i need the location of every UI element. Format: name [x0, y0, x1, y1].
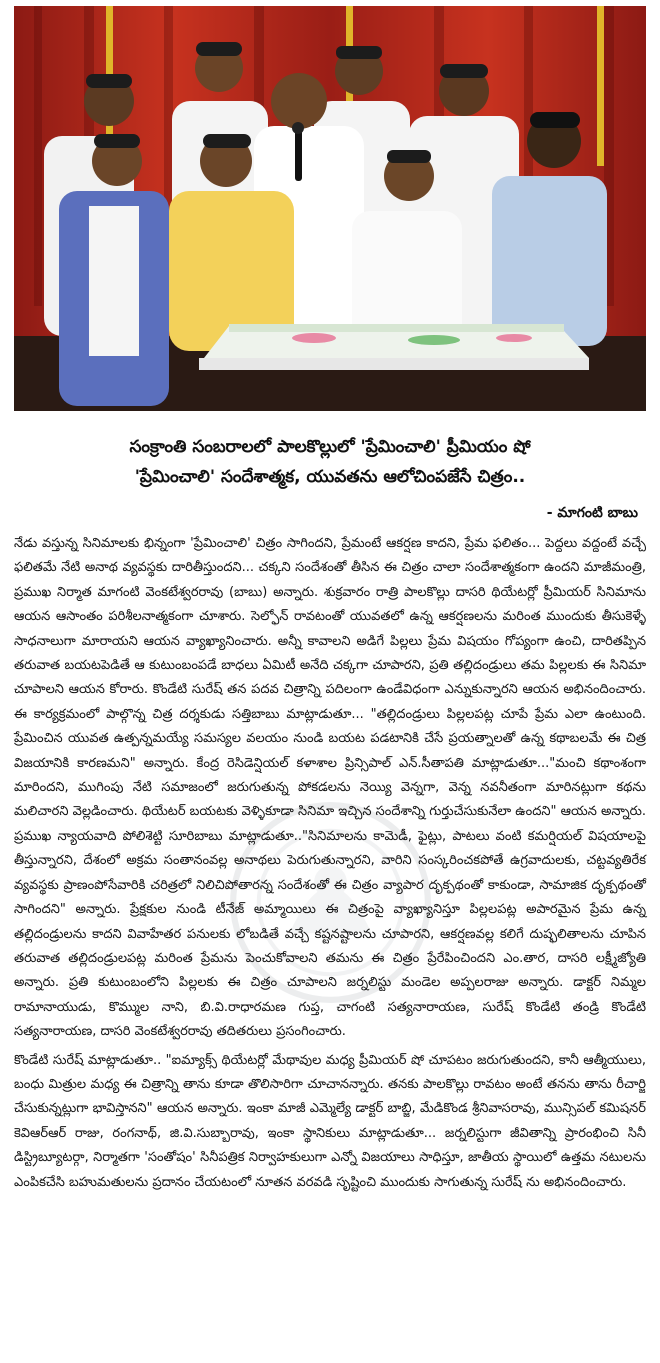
event-photo — [14, 6, 646, 411]
article-paragraph-1: నేడు వస్తున్న సినిమాలకు భిన్నంగా 'ప్రేమించాలి' చిత్రం సాగిందని, ప్రేమంటే ఆకర్షణ కాదని, ప్రేమ ఫలితం... పెద్దలు వద్దంటే వచ్చే ఫలితమే నేటి అనాథ వ్యవస్థకు దారితీస్తుందని... చక్కని సందేశంతో తీసిన ఈ చిత్రం చాలా సందేశాత్మకంగా ఉందని మాజీమంత్రి, ప్రముఖ నిర్మాత మాగంటి వెంకటేశ్వరరావు (బాబు) అన్నారు. శుక్రవారం రాత్రి పాలకొల్లు దాసరి థియేటర్లో ప్రీమియర్ సినిమాను ఆయన ఆసాంతం పరిశీలనాత్మకంగా చూశారు. సెల్ఫోన్ రావటంతో యువతలో ఉన్న ఆకర్షణలను మరింత ముందుకు తీసుకెళ్ళే సాధనాలుగా మారాయని ఆయన వ్యాఖ్యానించారు. అన్నీ కావాలని అడిగే పిల్లలు ప్రేమ విషయం గోప్యంగా ఉంచి, దారితప్పిన తరువాత బయటపెడితే ఆ కుటుంబంపడే బాధలు ఏమిటీ అనేది చక్కగా చూపారని, ప్రతి తల్లిదండ్రులు తమ పిల్లలకు ఈ సినిమా చూపాలని ఆయన కోరారు. కొండేటి సురేష్ తన పదవ చిత్రాన్ని పదిలంగా ఉండేవిధంగా ఎన్నుకున్నారని ఆయన అభినందించారు. ఈ కార్యక్రమంలో పాల్గొన్న చిత్ర దర్శకుడు సత్తిబాబు మాట్లాడుతూ... "తల్లిదండ్రులు పిల్లలపట్ల చూపే ప్రేమ ఎలా ఉంటుంది. ప్రేమించిన యువత ఉత్పన్నమయ్యే సమస్యల వలయం నుండి బయట పడటానికి చేసే ప్రయత్నాలతో ఉన్న కథాబలమే ఈ చిత్ర విజయానికి కారణమని" అన్నారు. కేంద్ర రెసిడెన్షియల్ కళాశాల ప్రిన్సిపాల్ ఎన్.సీతాపతి మాట్లాడుతూ..."మంచి కథాంశంగా మారిందని, ముగింపు నేటి సమాజంలో జరుగుతున్న పోకడలను నెయ్యి వెన్నగా, వెన్న నవనీతంగా మారినట్లుగా కథను మలిచారని వెల్లడించారు. థియేటర్ బయటకు వెళ్ళికూడా సినిమా ఇచ్చిన సందేశాన్ని గుర్తుచేసుకునేలా ఉందని" ఆయన అన్నారు. ప్రముఖ న్యాయవాది పోలిశెట్టి సూరిబాబు మాట్లాడుతూ.."సినిమాలను కామెడీ, ఫైట్లు, పాటలు వంటి కమర్షియల్ విషయాలపై తీస్తున్నారని, దేశంలో అక్రమ సంతానంవల్ల అనాథలు పెరుగుతున్నారని, వారిని సంస్కరించకపోతే ఉగ్రవాదులకు, చట్టవ్యతిరేక వ్యవస్థకు ప్రాణంపోసేవారికి చరిత్రలో నిలిచిపోతారన్న సందేశంతో ఈ చిత్రం వ్యాపార దృక్పథంతో కాకుండా, సామాజిక దృక్పథంతో సాగిందని" అన్నారు. ప్రేక్షకుల నుండి టీనేజ్ అమ్మాయిలు ఈ చిత్రంపై వ్యాఖ్యానిస్తూ పిల్లలపట్ల అపారమైన ప్రేమ ఉన్న తల్లిదండ్రులను కాదని వివాహేతర పనులకు లోబడితే వచ్చే కష్టనష్టాలను చూపారని, ఆకర్షణవల్ల కలిగే దుష్ఫలితాలను చూపిన తరువాత తల్లిదండ్రులపట్ల మరింత ప్రేమను పెంచుకోవాలని తమను ఈ చిత్రం ప్రేరేపించిందని ఎం.తార, దాసరి లక్ష్మీజ్యోతి అన్నారు. ప్రతి కుటుంబంలోని పిల్లలకు ఈ చిత్రం చూపాలని జర్నలిస్టు మండెల అప్పలరాజు అన్నారు. డాక్టర్ నిమ్మల రామానాయుడు, కొమ్ముల నాని, బి.వి.రాధారమణ గుప్త, చాగంటి సత్యనారాయణ, సురేష్ కొండేటి తండ్రి కొండేటి సత్యనారాయణ, దాసరి వెంకటేశ్వరరావు తదితరులు ప్రసంగించారు. — [14, 536, 646, 1040]
headline — [0, 432, 660, 492]
article-body — [14, 532, 646, 1199]
event-photo-illustration — [14, 6, 646, 411]
headline-line-2: 'ప్రేమించాలి' సందేశాత్మక, యువతను ఆలోచింపజేసే చిత్రం.. — [134, 467, 526, 487]
article-paragraph-2: కొండేటి సురేష్ మాట్లాడుతూ.. "ఐమ్యాక్స్ థియేటర్లో మేథావుల మధ్య ప్రీమియర్ షో చూపటం జరుగుతుందని, కానీ ఆత్మీయులు, బంధు మిత్రుల మధ్య ఈ చిత్రాన్ని తాను కూడా తొలిసారిగా చూచానన్నారు. తనకు పాలకొల్లు రావటం అంటే తనను తాను రీచార్జి చేసుకున్నట్లుగా భావిస్తానని" ఆయన అన్నారు. ఇంకా మాజీ ఎమ్మెల్యే డాక్టర్ బాబ్జి, మేడికొండ శ్రీనివాసరావు, మున్సిపల్ కమిషనర్ కెవిఆర్ఆర్ రాజు, రంగనాథ్, జి.వి.సుబ్బారావు, ఇంకా స్థానికులు మాట్లాడుతూ... జర్నలిస్టుగా జీవితాన్ని ప్రారంభించి సినీ డిస్ట్రిబ్యూటర్గా, నిర్మాతగా 'సంతోషం' సినీపత్రిక నిర్వాహకులుగా ఎన్నో విజయాలు సాధిస్తూ, జాతీయ స్థాయిలో ఉత్తమ నటులను ఎంపికచేసి బహుమతులను ప్రదానం చేయటంలో నూతన వరవడి సృష్టించి ముందుకు సాగుతున్న సురేష్ ను అభినందించారు. — [14, 1052, 646, 1190]
cake — [199, 324, 589, 370]
byline: - మాగంటి బాబు — [546, 505, 638, 521]
gold-post — [597, 6, 604, 166]
headline-line-1: సంక్రాంతి సంబరాలలో పాలకొల్లులో 'ప్రేమించాలి' ప్రీమియం షో — [129, 437, 531, 457]
